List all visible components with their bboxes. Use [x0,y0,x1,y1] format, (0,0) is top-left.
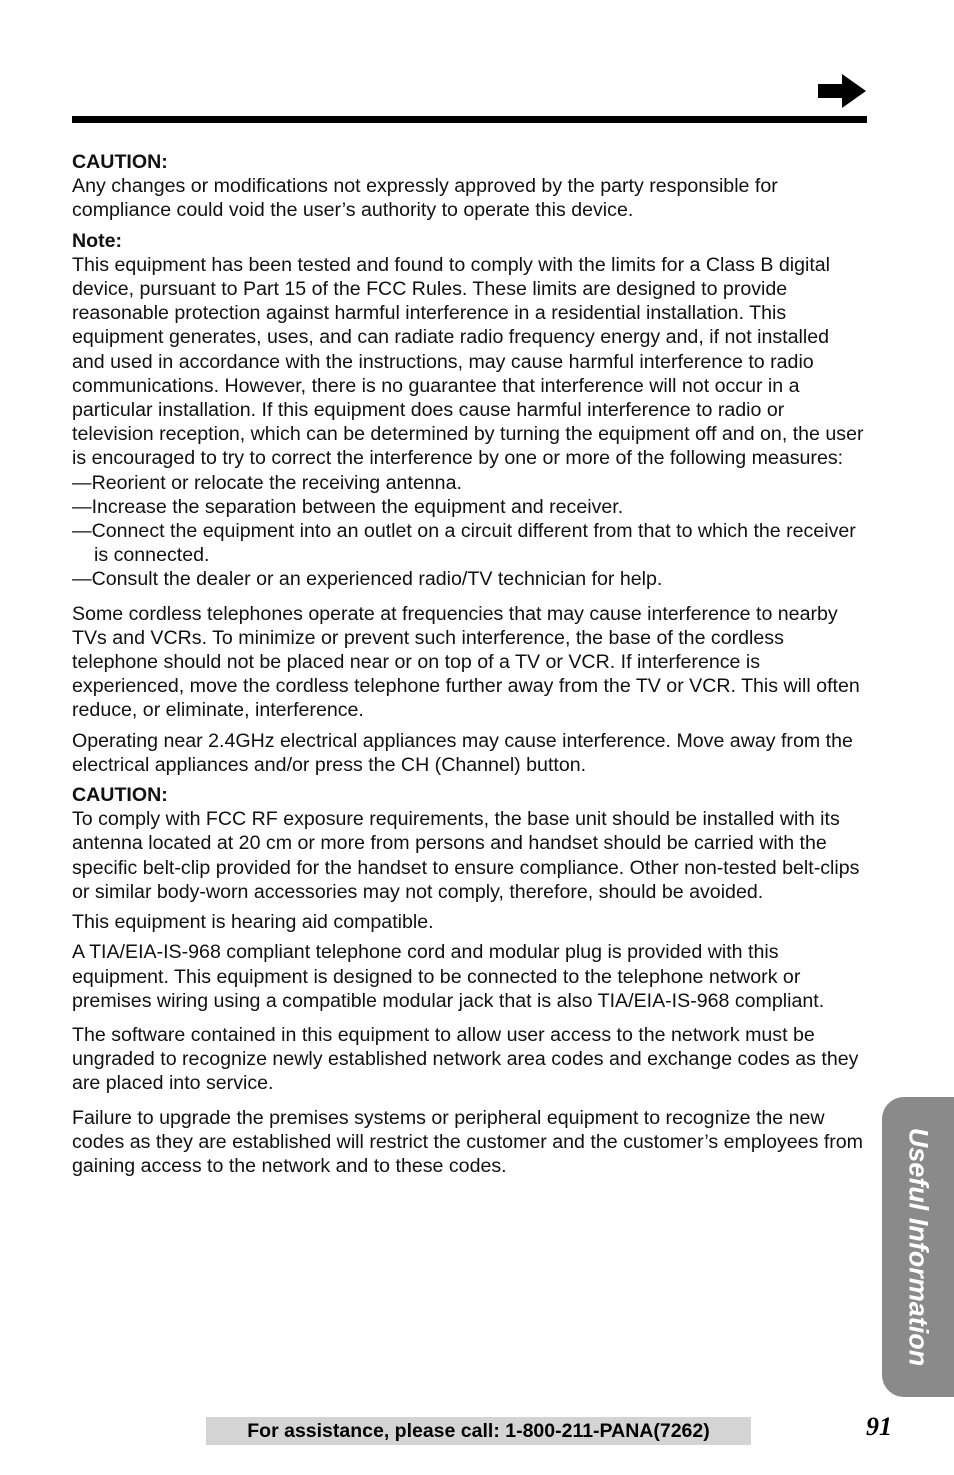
measure-item: —Reorient or relocate the receiving antenna. [72,471,462,494]
caution-rf-text: To comply with FCC RF exposure requirements, the base unit should be installed with its antenna located at 20 cm or more from persons and handset should be carried with the specific belt-clip provided for the handset to ensure compliance. Other non-tested belt-clips or similar body-worn accessories may not comply, therefore, should be avoided. [72,808,860,903]
failure-text: Failure to upgrade the premises systems or peripheral equipment to recognize the new codes as they are established will restrict the customer and the customer’s employees from gaining access to the network and to these codes. [72,1106,864,1177]
section-tab-label: Useful Information [903,1127,934,1367]
note-heading: Note: [72,229,123,252]
hearing-aid-text: This equipment is hearing aid compatible. [72,911,434,934]
right-arrow-icon [818,74,866,108]
caution-text: Any changes or modifications not expressly approved by the party responsible for compliance could void the user’s authority to operate this device. [72,175,778,222]
assistance-footer [206,1417,751,1445]
operating-text: Operating near 2.4GHz electrical appliances may cause interference. Move away from the electrical appliances and/or press the CH (Channel) button. [72,729,853,776]
measure-item: —Connect the equipment into an outlet on a circuit different from that to which the receiver is connected. [72,520,856,567]
assistance-text: For assistance, please call: 1-800-211-PANA(7262) [247,1420,710,1442]
measure-item: —Consult the dealer or an experienced radio/TV technician for help. [72,568,663,591]
caution-rf-heading: CAUTION: [72,784,168,807]
software-text: The software contained in this equipment to allow user access to the network must be ungraded to recognize newly established network area codes and exchange codes as they are placed into service. [72,1023,859,1095]
measure-item: —Increase the separation between the equipment and receiver. [72,495,624,518]
page-content [72,150,867,1178]
tia-text: A TIA/EIA-IS-968 compliant telephone cord and modular plug is provided with this equipment. This equipment is designed to be connected to the telephone network or premises wiring using a compatible modular jack that is also TIA/EIA-IS-968 compliant. [72,941,825,1012]
note-text: This equipment has been tested and found to comply with the limits for a Class B digital device, pursuant to Part 15 of the FCC Rules. These limits are designed to provide reasonable protection against harmful interference in a residential installation. This equipment generates, uses, and can radiate radio frequency energy and, if not installed and used in accordance with the instructions, may cause harmful interference to radio communications. However, there is no guarantee that interference will not occur in a particular installation. If this equipment does cause harmful interference to radio or television reception, which can be determined by turning the equipment off and on, the user is encouraged to try to correct the interference by one or more of the following measures: [72,253,864,470]
page-number: 91 [866,1412,892,1441]
top-rule [72,116,867,123]
section-tab [882,1097,954,1397]
cordless-interference-text: Some cordless telephones operate at frequencies that may cause interference to nearby TVs and VCRs. To minimize or prevent such interference, the base of the cordless telephone should not be placed near or on top of a TV or VCR. If interference is experienced, move the cordless telephone further away from the TV or VCR. This will often reduce, or eliminate, interference. [72,602,860,722]
caution-heading: CAUTION: [72,151,168,173]
